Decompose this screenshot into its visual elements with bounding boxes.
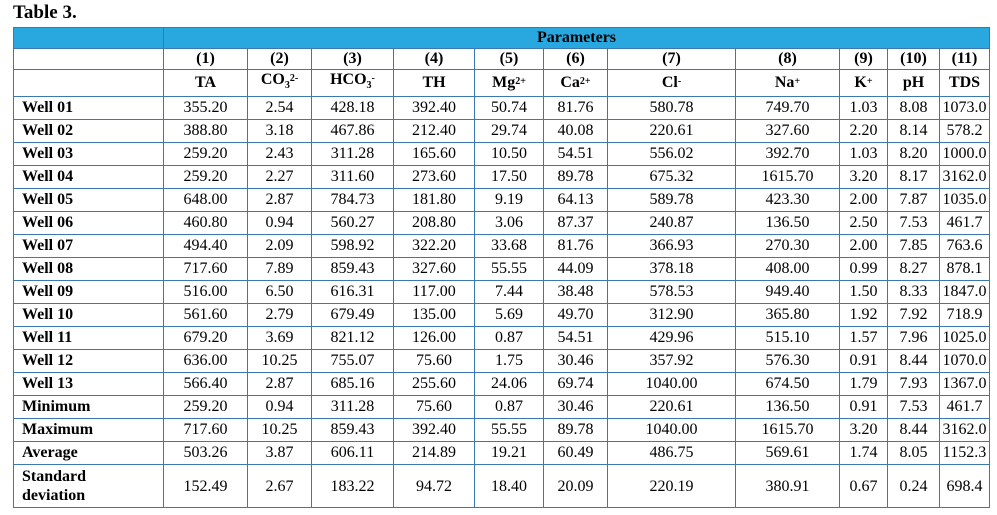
column-symbol-6 xyxy=(544,70,608,97)
header-band-row xyxy=(14,28,990,49)
header-corner-cell xyxy=(14,28,164,49)
cell-col-10: 7.53 xyxy=(888,396,940,419)
cell-col-8: 380.91 xyxy=(736,465,840,508)
table-row xyxy=(14,419,990,442)
cell-col-10: 8.44 xyxy=(888,419,940,442)
table-row xyxy=(14,396,990,419)
cell-col-7: 240.87 xyxy=(608,212,736,235)
cell-col-3: 311.60 xyxy=(312,166,394,189)
table-row xyxy=(14,304,990,327)
column-number-2: (2) xyxy=(248,49,312,70)
column-number-row xyxy=(14,49,990,70)
cell-col-3: 821.12 xyxy=(312,327,394,350)
cell-col-4: 181.80 xyxy=(394,189,475,212)
cell-col-7: 675.32 xyxy=(608,166,736,189)
cell-col-7: 220.61 xyxy=(608,396,736,419)
cell-col-10: 7.53 xyxy=(888,212,940,235)
cell-col-5: 19.21 xyxy=(475,442,544,465)
row-label: Well 13 xyxy=(14,373,164,396)
cell-col-10: 8.20 xyxy=(888,143,940,166)
cell-col-3: 560.27 xyxy=(312,212,394,235)
table-row xyxy=(14,189,990,212)
row-label: Well 04 xyxy=(14,166,164,189)
cell-col-4: 392.40 xyxy=(394,97,475,120)
cell-col-1: 679.20 xyxy=(164,327,248,350)
cell-col-7: 357.92 xyxy=(608,350,736,373)
cell-col-4: 255.60 xyxy=(394,373,475,396)
cell-col-7: 220.19 xyxy=(608,465,736,508)
cell-col-6: 40.08 xyxy=(544,120,608,143)
cell-col-5: 50.74 xyxy=(475,97,544,120)
cell-col-6: 38.48 xyxy=(544,281,608,304)
cell-col-7: 1040.00 xyxy=(608,419,736,442)
cell-col-7: 486.75 xyxy=(608,442,736,465)
table-row xyxy=(14,258,990,281)
cell-col-5: 0.87 xyxy=(475,327,544,350)
cell-col-3: 598.92 xyxy=(312,235,394,258)
cell-col-8: 1615.70 xyxy=(736,419,840,442)
cell-col-9: 1.74 xyxy=(840,442,888,465)
cell-col-6: 20.09 xyxy=(544,465,608,508)
cell-col-10: 7.96 xyxy=(888,327,940,350)
row-label: Well 02 xyxy=(14,120,164,143)
cell-col-1: 717.60 xyxy=(164,419,248,442)
symbol-base: Cl xyxy=(661,74,678,92)
cell-col-4: 165.60 xyxy=(394,143,475,166)
parameters-table xyxy=(13,27,990,508)
cell-col-3: 616.31 xyxy=(312,281,394,304)
cell-col-2: 6.50 xyxy=(248,281,312,304)
cell-col-7: 220.61 xyxy=(608,120,736,143)
cell-col-7: 429.96 xyxy=(608,327,736,350)
cell-col-5: 10.50 xyxy=(475,143,544,166)
cell-col-3: 428.18 xyxy=(312,97,394,120)
cell-col-1: 259.20 xyxy=(164,396,248,419)
row-label: Well 11 xyxy=(14,327,164,350)
row-label: Well 06 xyxy=(14,212,164,235)
cell-col-2: 10.25 xyxy=(248,419,312,442)
cell-col-2: 2.54 xyxy=(248,97,312,120)
cell-col-9: 2.00 xyxy=(840,235,888,258)
cell-col-5: 0.87 xyxy=(475,396,544,419)
cell-col-1: 259.20 xyxy=(164,143,248,166)
symbol-superscript: - xyxy=(371,73,375,84)
cell-col-5: 3.06 xyxy=(475,212,544,235)
cell-col-4: 214.89 xyxy=(394,442,475,465)
symbol-base: Ca xyxy=(560,74,580,92)
cell-col-6: 60.49 xyxy=(544,442,608,465)
cell-col-9: 1.79 xyxy=(840,373,888,396)
cell-col-2: 2.87 xyxy=(248,189,312,212)
table-caption: Table 3. xyxy=(13,2,77,23)
cell-col-2: 2.09 xyxy=(248,235,312,258)
column-number-9: (9) xyxy=(840,49,888,70)
cell-col-1: 503.26 xyxy=(164,442,248,465)
symbol-subscript: 3 xyxy=(366,80,372,92)
column-number-8: (8) xyxy=(736,49,840,70)
cell-col-5: 33.68 xyxy=(475,235,544,258)
cell-col-11: 878.1 xyxy=(940,258,990,281)
cell-col-8: 569.61 xyxy=(736,442,840,465)
cell-col-11: 1847.0 xyxy=(940,281,990,304)
cell-col-3: 311.28 xyxy=(312,396,394,419)
column-symbol-4 xyxy=(394,70,475,97)
cell-col-3: 679.49 xyxy=(312,304,394,327)
cell-col-6: 49.70 xyxy=(544,304,608,327)
cell-col-8: 674.50 xyxy=(736,373,840,396)
cell-col-9: 3.20 xyxy=(840,419,888,442)
cell-col-4: 273.60 xyxy=(394,166,475,189)
column-symbol-9 xyxy=(840,70,888,97)
column-number-3: (3) xyxy=(312,49,394,70)
column-number-4: (4) xyxy=(394,49,475,70)
cell-col-8: 392.70 xyxy=(736,143,840,166)
cell-col-4: 75.60 xyxy=(394,396,475,419)
row-label: Well 03 xyxy=(14,143,164,166)
cell-col-5: 55.55 xyxy=(475,258,544,281)
cell-col-1: 561.60 xyxy=(164,304,248,327)
cell-col-4: 94.72 xyxy=(394,465,475,508)
table-row xyxy=(14,212,990,235)
cell-col-7: 1040.00 xyxy=(608,373,736,396)
cell-col-10: 8.33 xyxy=(888,281,940,304)
cell-col-3: 606.11 xyxy=(312,442,394,465)
row-label: Standard deviation xyxy=(14,465,164,508)
symbol-base: Mg xyxy=(492,74,516,92)
cell-col-9: 1.03 xyxy=(840,143,888,166)
cell-col-8: 136.50 xyxy=(736,212,840,235)
symbol-base: K xyxy=(854,74,867,92)
cell-col-8: 136.50 xyxy=(736,396,840,419)
header-blank-cell xyxy=(14,70,164,97)
symbol-base: Na xyxy=(774,74,795,92)
column-symbol-7 xyxy=(608,70,736,97)
table-row xyxy=(14,166,990,189)
cell-col-8: 408.00 xyxy=(736,258,840,281)
cell-col-9: 2.00 xyxy=(840,189,888,212)
cell-col-3: 859.43 xyxy=(312,258,394,281)
table-row xyxy=(14,350,990,373)
cell-col-9: 1.03 xyxy=(840,97,888,120)
cell-col-6: 81.76 xyxy=(544,235,608,258)
cell-col-3: 311.28 xyxy=(312,143,394,166)
cell-col-6: 81.76 xyxy=(544,97,608,120)
symbol-base: TA xyxy=(194,74,217,92)
cell-col-9: 0.91 xyxy=(840,396,888,419)
cell-col-11: 461.7 xyxy=(940,396,990,419)
cell-col-2: 2.67 xyxy=(248,465,312,508)
cell-col-5: 17.50 xyxy=(475,166,544,189)
cell-col-1: 259.20 xyxy=(164,166,248,189)
cell-col-4: 135.00 xyxy=(394,304,475,327)
cell-col-6: 64.13 xyxy=(544,189,608,212)
column-number-1: (1) xyxy=(164,49,248,70)
cell-col-2: 2.79 xyxy=(248,304,312,327)
cell-col-10: 8.27 xyxy=(888,258,940,281)
cell-col-9: 0.99 xyxy=(840,258,888,281)
cell-col-2: 2.87 xyxy=(248,373,312,396)
cell-col-1: 566.40 xyxy=(164,373,248,396)
cell-col-10: 8.17 xyxy=(888,166,940,189)
row-label: Well 12 xyxy=(14,350,164,373)
cell-col-9: 0.91 xyxy=(840,350,888,373)
row-label: Maximum xyxy=(14,419,164,442)
table-row xyxy=(14,235,990,258)
row-label: Well 10 xyxy=(14,304,164,327)
row-label: Well 07 xyxy=(14,235,164,258)
cell-col-7: 312.90 xyxy=(608,304,736,327)
cell-col-11: 3162.0 xyxy=(940,419,990,442)
cell-col-7: 556.02 xyxy=(608,143,736,166)
cell-col-9: 1.50 xyxy=(840,281,888,304)
cell-col-4: 208.80 xyxy=(394,212,475,235)
cell-col-10: 0.24 xyxy=(888,465,940,508)
table-row xyxy=(14,327,990,350)
cell-col-7: 589.78 xyxy=(608,189,736,212)
row-label: Minimum xyxy=(14,396,164,419)
cell-col-11: 763.6 xyxy=(940,235,990,258)
cell-col-5: 7.44 xyxy=(475,281,544,304)
column-number-10: (10) xyxy=(888,49,940,70)
cell-col-7: 366.93 xyxy=(608,235,736,258)
cell-col-8: 949.40 xyxy=(736,281,840,304)
cell-col-11: 1152.3 xyxy=(940,442,990,465)
cell-col-1: 152.49 xyxy=(164,465,248,508)
cell-col-2: 3.69 xyxy=(248,327,312,350)
cell-col-5: 1.75 xyxy=(475,350,544,373)
cell-col-10: 8.44 xyxy=(888,350,940,373)
cell-col-4: 75.60 xyxy=(394,350,475,373)
cell-col-6: 54.51 xyxy=(544,143,608,166)
cell-col-4: 322.20 xyxy=(394,235,475,258)
parameters-header: Parameters xyxy=(164,28,990,49)
cell-col-9: 1.92 xyxy=(840,304,888,327)
cell-col-2: 2.43 xyxy=(248,143,312,166)
cell-col-3: 685.16 xyxy=(312,373,394,396)
cell-col-5: 5.69 xyxy=(475,304,544,327)
cell-col-11: 1035.0 xyxy=(940,189,990,212)
cell-col-1: 388.80 xyxy=(164,120,248,143)
column-symbol-1 xyxy=(164,70,248,97)
cell-col-10: 7.87 xyxy=(888,189,940,212)
cell-col-11: 698.4 xyxy=(940,465,990,508)
column-number-6: (6) xyxy=(544,49,608,70)
cell-col-7: 580.78 xyxy=(608,97,736,120)
cell-col-11: 1367.0 xyxy=(940,373,990,396)
cell-col-5: 9.19 xyxy=(475,189,544,212)
symbol-superscript: 2+ xyxy=(515,76,526,88)
cell-col-6: 54.51 xyxy=(544,327,608,350)
cell-col-3: 859.43 xyxy=(312,419,394,442)
row-label: Well 05 xyxy=(14,189,164,212)
row-label: Well 01 xyxy=(14,97,164,120)
table-row xyxy=(14,120,990,143)
symbol-superscript: + xyxy=(794,76,801,88)
cell-col-8: 1615.70 xyxy=(736,166,840,189)
column-symbol-10 xyxy=(888,70,940,97)
cell-col-8: 749.70 xyxy=(736,97,840,120)
column-number-7: (7) xyxy=(608,49,736,70)
column-number-5: (5) xyxy=(475,49,544,70)
row-label: Well 09 xyxy=(14,281,164,304)
cell-col-9: 0.67 xyxy=(840,465,888,508)
cell-col-1: 636.00 xyxy=(164,350,248,373)
symbol-superscript: 2- xyxy=(289,73,299,84)
cell-col-10: 8.05 xyxy=(888,442,940,465)
cell-col-2: 3.18 xyxy=(248,120,312,143)
table-row xyxy=(14,465,990,508)
column-symbol-8 xyxy=(736,70,840,97)
cell-col-2: 3.87 xyxy=(248,442,312,465)
cell-col-11: 1073.0 xyxy=(940,97,990,120)
cell-col-11: 3162.0 xyxy=(940,166,990,189)
symbol-base: pH xyxy=(902,74,925,92)
symbol-subscript: 3 xyxy=(284,80,290,92)
symbol-base: CO xyxy=(260,71,285,88)
table-row xyxy=(14,143,990,166)
column-number-11: (11) xyxy=(940,49,990,70)
cell-col-5: 24.06 xyxy=(475,373,544,396)
cell-col-1: 717.60 xyxy=(164,258,248,281)
cell-col-4: 392.40 xyxy=(394,419,475,442)
cell-col-9: 2.20 xyxy=(840,120,888,143)
cell-col-10: 7.92 xyxy=(888,304,940,327)
cell-col-10: 7.93 xyxy=(888,373,940,396)
cell-col-9: 2.50 xyxy=(840,212,888,235)
cell-col-7: 578.53 xyxy=(608,281,736,304)
row-label: Average xyxy=(14,442,164,465)
symbol-base: TDS xyxy=(948,74,981,92)
column-symbol-row xyxy=(14,70,990,97)
cell-col-1: 648.00 xyxy=(164,189,248,212)
cell-col-2: 0.94 xyxy=(248,396,312,419)
symbol-superscript: - xyxy=(677,76,682,88)
column-symbol-11 xyxy=(940,70,990,97)
cell-col-5: 29.74 xyxy=(475,120,544,143)
cell-col-2: 7.89 xyxy=(248,258,312,281)
cell-col-11: 578.2 xyxy=(940,120,990,143)
cell-col-1: 355.20 xyxy=(164,97,248,120)
cell-col-3: 467.86 xyxy=(312,120,394,143)
cell-col-8: 423.30 xyxy=(736,189,840,212)
cell-col-6: 89.78 xyxy=(544,419,608,442)
cell-col-11: 1070.0 xyxy=(940,350,990,373)
cell-col-11: 718.9 xyxy=(940,304,990,327)
cell-col-5: 55.55 xyxy=(475,419,544,442)
cell-col-8: 576.30 xyxy=(736,350,840,373)
cell-col-6: 30.46 xyxy=(544,350,608,373)
table-row xyxy=(14,281,990,304)
column-symbol-5 xyxy=(475,70,544,97)
cell-col-11: 1025.0 xyxy=(940,327,990,350)
cell-col-7: 378.18 xyxy=(608,258,736,281)
column-symbol-3 xyxy=(312,70,394,97)
cell-col-6: 69.74 xyxy=(544,373,608,396)
header-blank-cell xyxy=(14,49,164,70)
cell-col-4: 212.40 xyxy=(394,120,475,143)
cell-col-6: 44.09 xyxy=(544,258,608,281)
cell-col-1: 494.40 xyxy=(164,235,248,258)
cell-col-2: 10.25 xyxy=(248,350,312,373)
table-row xyxy=(14,97,990,120)
symbol-superscript: 2+ xyxy=(579,76,591,88)
symbol-base: HCO xyxy=(330,71,367,88)
cell-col-6: 87.37 xyxy=(544,212,608,235)
cell-col-1: 460.80 xyxy=(164,212,248,235)
symbol-base: TH xyxy=(422,74,446,92)
cell-col-1: 516.00 xyxy=(164,281,248,304)
table-row xyxy=(14,442,990,465)
cell-col-3: 183.22 xyxy=(312,465,394,508)
cell-col-10: 8.08 xyxy=(888,97,940,120)
cell-col-9: 1.57 xyxy=(840,327,888,350)
cell-col-6: 89.78 xyxy=(544,166,608,189)
cell-col-8: 365.80 xyxy=(736,304,840,327)
cell-col-8: 327.60 xyxy=(736,120,840,143)
cell-col-8: 270.30 xyxy=(736,235,840,258)
cell-col-3: 755.07 xyxy=(312,350,394,373)
cell-col-4: 126.00 xyxy=(394,327,475,350)
cell-col-10: 8.14 xyxy=(888,120,940,143)
cell-col-8: 515.10 xyxy=(736,327,840,350)
cell-col-4: 117.00 xyxy=(394,281,475,304)
cell-col-3: 784.73 xyxy=(312,189,394,212)
cell-col-11: 461.7 xyxy=(940,212,990,235)
table-row xyxy=(14,373,990,396)
cell-col-2: 2.27 xyxy=(248,166,312,189)
cell-col-11: 1000.0 xyxy=(940,143,990,166)
cell-col-10: 7.85 xyxy=(888,235,940,258)
cell-col-5: 18.40 xyxy=(475,465,544,508)
row-label: Well 08 xyxy=(14,258,164,281)
cell-col-2: 0.94 xyxy=(248,212,312,235)
cell-col-6: 30.46 xyxy=(544,396,608,419)
cell-col-4: 327.60 xyxy=(394,258,475,281)
cell-col-9: 3.20 xyxy=(840,166,888,189)
column-symbol-2 xyxy=(248,70,312,97)
symbol-superscript: + xyxy=(866,76,873,88)
